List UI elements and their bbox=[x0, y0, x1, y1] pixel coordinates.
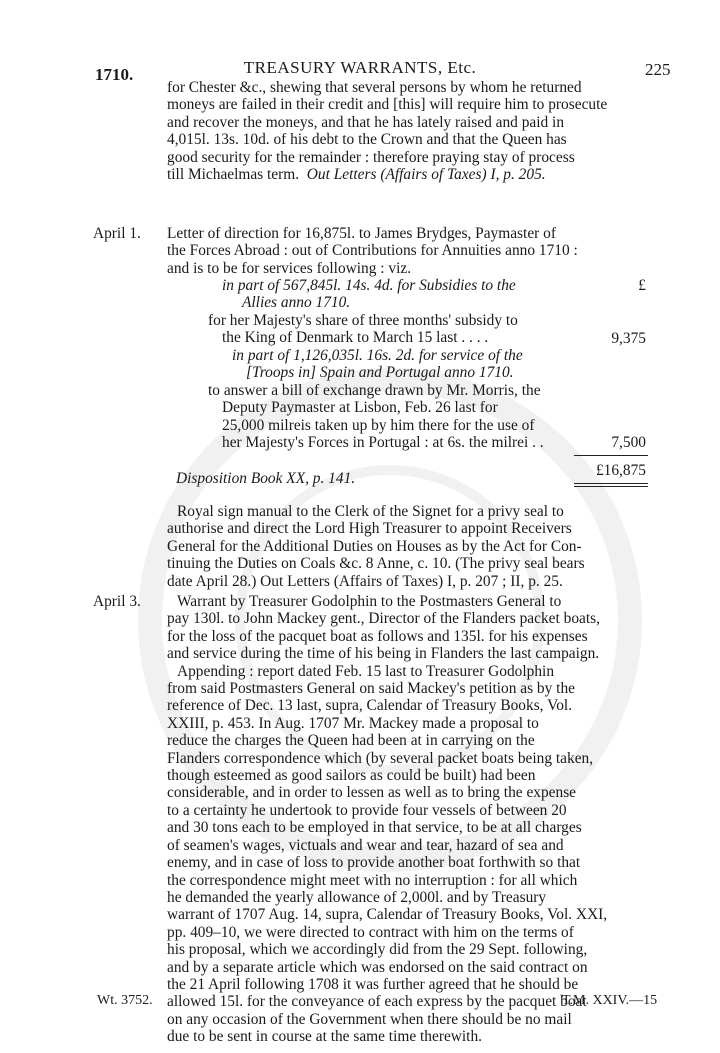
footer-left: Wt. 3752. bbox=[97, 993, 153, 1008]
subheading-line: in part of 567,845l. 14s. 4d. for Subsidies to the bbox=[222, 277, 516, 294]
text-line: Warrant by Treasurer Godolphin to the Postmasters General to bbox=[177, 593, 562, 610]
entry-paragraph bbox=[167, 503, 647, 590]
text-line: and 30 tons each to be employed in that service, to be at all charges bbox=[167, 819, 582, 837]
text-line: and by a separate article which was endorsed on the said contract on bbox=[167, 958, 588, 976]
text-line: XXIII, p. 453. In Aug. 1707 Mr. Mackey made a proposal to bbox=[167, 714, 539, 732]
text-line: his proposal, which we accordingly did from the 29 Sept. following, bbox=[167, 941, 588, 959]
list-item bbox=[208, 312, 588, 347]
subheading bbox=[232, 347, 592, 382]
text-line: pay 130l. to John Mackey gent., Director of the Flanders packet boats, bbox=[167, 610, 600, 628]
amount: 7,500 bbox=[611, 434, 646, 451]
text-line: due to be sent in course at the same time therewith. bbox=[167, 1028, 482, 1046]
text-line: warrant of 1707 Aug. 14, supra, Calendar of Treasury Books, Vol. XXI, bbox=[167, 906, 608, 924]
subheading-line: Allies anno 1710. bbox=[242, 294, 351, 312]
text-line bbox=[167, 166, 647, 183]
text-line: and service during the time of his being in Flanders the last campaign. bbox=[167, 645, 600, 663]
text-line: he demanded the yearly allowance of 2,000l. and by Treasury bbox=[167, 888, 547, 906]
subheading-line: in part of 1,126,035l. 16s. 2d. for service of the bbox=[232, 347, 523, 364]
text-line: from said Postmasters General on said Mackey's petition as by the bbox=[167, 680, 575, 698]
header-year: 1710. bbox=[95, 65, 134, 84]
text-line: moneys are failed in their credit and [this] will require him to prosecute bbox=[167, 96, 608, 114]
source-reference: Disposition Book XX, p. 141. bbox=[176, 470, 356, 487]
text-line: tinuing the Duties on Coals &c. 8 Anne, c. 10. (The privy seal bears bbox=[167, 555, 585, 573]
text-line: for her Majesty's share of three months' subsidy to bbox=[208, 312, 518, 329]
total-amount: £16,875 bbox=[595, 462, 646, 479]
subheading-line: [Troops in] Spain and Portugal anno 1710. bbox=[246, 364, 514, 382]
text-line: date April 28.) Out Letters (Affairs of Taxes) I, p. 207 ; II, p. 25. bbox=[167, 572, 563, 590]
text-line: the Forces Abroad : out of Contributions for Annuities anno 1710 : bbox=[167, 242, 578, 260]
text-line: though esteemed as good sailors as could be built) had been bbox=[167, 767, 536, 785]
text-line: on any occasion of the Government when there should be no mail bbox=[167, 1010, 572, 1028]
text-fragment: till Michaelmas term. bbox=[167, 166, 300, 184]
text-line: 4,015l. 13s. 10d. of his debt to the Crown and that the Queen has bbox=[167, 131, 567, 149]
amount: 9,375 bbox=[611, 330, 646, 347]
header-title: TREASURY WARRANTS, Etc. bbox=[243, 58, 477, 77]
text-line: to answer a bill of exchange drawn by Mr. Morris, the bbox=[208, 382, 541, 399]
entry-date: April 3. bbox=[93, 593, 141, 610]
text-line: and is to be for services following : viz. bbox=[167, 259, 412, 277]
text-line: General for the Additional Duties on Houses as by the Act for Con- bbox=[167, 537, 582, 555]
page-number: 225 bbox=[645, 60, 671, 79]
text-line: Deputy Paymaster at Lisbon, Feb. 26 last for bbox=[222, 399, 498, 417]
text-line: good security for the remainder : therefore praying stay of process bbox=[167, 148, 575, 166]
text-line: the King of Denmark to March 15 last . . . . bbox=[222, 329, 489, 347]
list-item bbox=[208, 382, 588, 452]
text-line: to a certainty he undertook to provide four vessels of between 20 bbox=[167, 801, 567, 819]
footer-right: T.M. XXIV.—15 bbox=[562, 993, 658, 1008]
text-line: for Chester &c., shewing that several persons by whom he returned bbox=[167, 79, 582, 96]
text-line: authorise and direct the Lord High Treasurer to appoint Receivers bbox=[167, 520, 572, 538]
text-line: of seamen's wages, victuals and wear and tear, hazard of sea and bbox=[167, 836, 564, 854]
subheading bbox=[222, 277, 582, 312]
source-reference: Out Letters (Affairs of Taxes) I, p. 205. bbox=[306, 166, 546, 184]
entry-intro bbox=[167, 225, 647, 277]
divider bbox=[574, 483, 648, 484]
text-line: the correspondence might meet with no interruption : for all which bbox=[167, 871, 578, 889]
entry-paragraph bbox=[167, 593, 647, 1046]
text-line: considerable, and in order to lessen as well as to bring the expense bbox=[167, 784, 577, 802]
text-line: allowed 15l. for the conveyance of each express by the pacquet boat bbox=[167, 993, 587, 1011]
entry-continuation bbox=[167, 79, 647, 183]
text-line: and recover the moneys, and that he has lately raised and paid in bbox=[167, 113, 565, 131]
text-line: her Majesty's Forces in Portugal : at 6s. the milrei . . bbox=[222, 434, 544, 452]
currency-symbol: £ bbox=[638, 277, 646, 294]
divider bbox=[574, 455, 648, 456]
text-line: Flanders correspondence which (by several packet boats being taken, bbox=[167, 749, 594, 767]
text-line: Royal sign manual to the Clerk of the Signet for a privy seal to bbox=[177, 503, 564, 520]
text-line: enemy, and in case of loss to provide another boat forthwith so that bbox=[167, 854, 581, 872]
text-line: Appending : report dated Feb. 15 last to Treasurer Godolphin bbox=[177, 662, 555, 680]
divider bbox=[574, 486, 648, 487]
text-line: reference of Dec. 13 last, supra, Calendar of Treasury Books, Vol. bbox=[167, 697, 573, 715]
text-line: reduce the charges the Queen had been at in carrying on the bbox=[167, 732, 535, 750]
entry-date: April 1. bbox=[93, 225, 141, 242]
text-line: Letter of direction for 16,875l. to James Brydges, Paymaster of bbox=[167, 225, 556, 242]
text-line: the 21 April following 1708 it was further agreed that he should be bbox=[167, 975, 579, 993]
text-line: pp. 409–10, we were directed to contract with him on the terms of bbox=[167, 923, 574, 941]
text-line: 25,000 milreis taken up by him there for the use of bbox=[222, 416, 535, 434]
text-line: for the loss of the pacquet boat as follows and 135l. for his expenses bbox=[167, 627, 588, 645]
